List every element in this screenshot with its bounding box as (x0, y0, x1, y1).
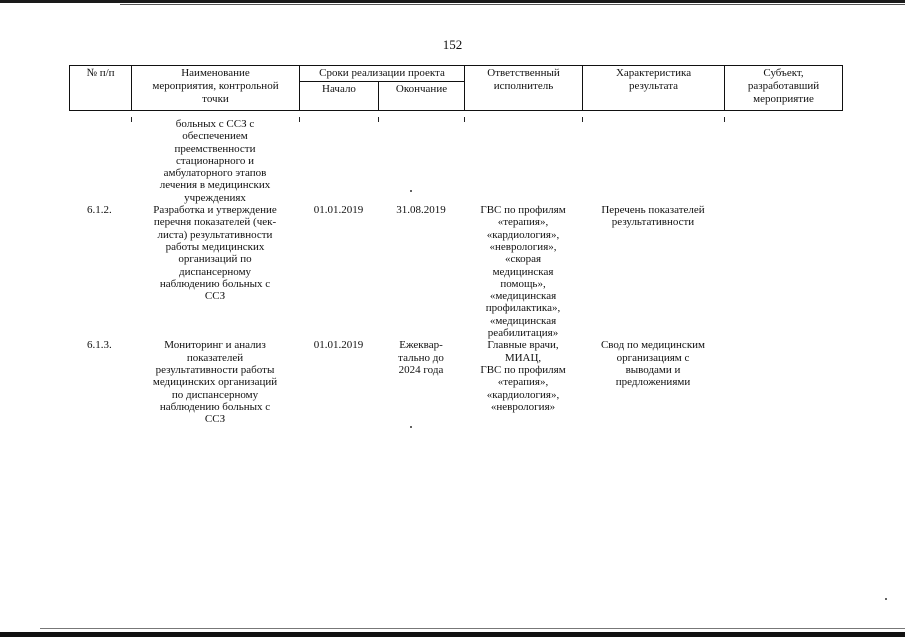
row-name: Разработка и утверждение перечня показателей (чек- листа) результативности работы медицинских организаций по диспансерному наблюдению больных с ССЗ (153, 204, 277, 303)
header-num: № п/п (70, 66, 132, 111)
table-row (69, 118, 842, 204)
page-number: 152 (442, 37, 463, 52)
header-subject: Субъект, разработавший мероприятие (725, 66, 843, 111)
row-number: 6.1.2. (87, 204, 112, 217)
row-number: 6.1.3. (87, 339, 112, 352)
scan-top-border-thin (120, 4, 905, 5)
scan-speck (410, 190, 412, 192)
scan-bottom-border-thin (40, 628, 905, 629)
scan-speck (885, 598, 887, 600)
header-terms: Сроки реализации проекта (300, 66, 465, 82)
row-start: 01.01.2019 (313, 204, 364, 217)
row-result (582, 118, 724, 204)
scan-bottom-border (0, 632, 905, 637)
header-end: Окончание (379, 82, 465, 111)
row-number (69, 118, 131, 204)
row-subject (724, 339, 842, 425)
row-result: Перечень показателей результативности (601, 204, 705, 229)
scan-speck (410, 426, 412, 428)
row-responsible: ГВС по профилям «терапия», «кардиология», «неврология», «скорая медицинская помощь», «медицинская профилактика», «медицинская реабилитация» (480, 204, 566, 340)
row-end: 31.08.2019 (396, 204, 446, 217)
table-row (69, 204, 842, 339)
row-subject (724, 204, 842, 339)
row-responsible (464, 118, 582, 204)
row-start: 01.01.2019 (313, 339, 364, 352)
row-name: больных с ССЗ с обеспечением преемственности стационарного и амбулаторного этапов лечения в медицинских учреждениях (159, 118, 271, 204)
row-end (378, 118, 464, 204)
header-start: Начало (300, 82, 379, 111)
table-row (69, 339, 842, 425)
row-start (299, 118, 378, 204)
row-subject (724, 118, 842, 204)
row-end: Ежеквар- тально до 2024 года (398, 339, 444, 376)
scan-top-border (0, 0, 905, 3)
header-result: Характеристика результата (583, 66, 725, 111)
row-result: Свод по медицинским организациям с выводами и предложениями (600, 339, 706, 389)
table-header (69, 65, 843, 111)
row-name: Мониторинг и анализ показателей результативности работы медицинских организаций по диспансерному наблюдению больных с ССЗ (152, 339, 278, 426)
header-responsible: Ответственный исполнитель (465, 66, 583, 111)
table-body (69, 118, 842, 425)
header-name: Наименование мероприятия, контрольной точки (132, 66, 300, 111)
row-responsible: Главные врачи, МИАЦ, ГВС по профилям «терапия», «кардиология», «неврология» (480, 339, 566, 413)
